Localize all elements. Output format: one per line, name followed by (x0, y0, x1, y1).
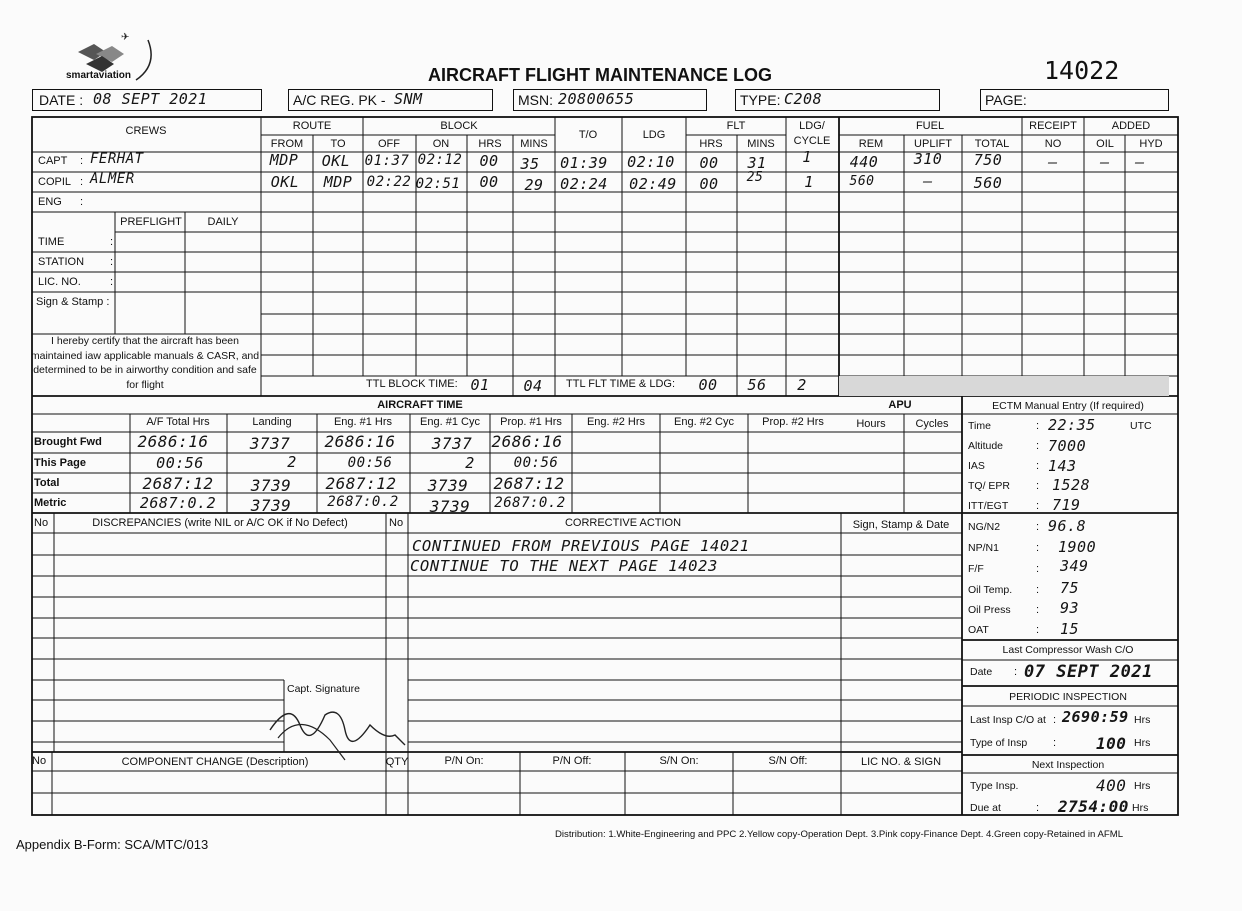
ectm-ias-label: IAS (968, 460, 985, 472)
apu-hours-header: Hours (856, 418, 886, 430)
total-label: Total (34, 477, 60, 489)
prop2-hrs-header: Prop. #2 Hrs (762, 416, 824, 428)
uplift-header: UPLIFT (914, 138, 952, 150)
daily-header: DAILY (207, 216, 239, 228)
station-label: STATION (38, 256, 85, 268)
periodic-inspection-title: PERIODIC INSPECTION (1009, 691, 1127, 703)
flight-1-flt-mins: 31 (747, 154, 767, 172)
flight-1-mins: 35 (520, 155, 540, 173)
ectm-tq-value: 1528 (1052, 476, 1091, 494)
pn-on-header: P/N On: (444, 755, 484, 767)
ectm-altitude-colon: : (1036, 440, 1040, 452)
last-insp-label: Last Insp C/O at (970, 714, 1046, 726)
ectm-time-value: 22:35 (1048, 416, 1096, 434)
certification-text: I hereby certify that the aircraft has been maintained iaw applicable manuals & CASR, and determined to be in airworthy condition and safe for flight (30, 335, 260, 391)
copil-label: COPIL (38, 176, 72, 188)
flight-1-cycle: 1 (802, 148, 812, 166)
ectm-altitude-label: Altitude (968, 440, 1004, 452)
ttl-block-mins: 04 (523, 377, 543, 395)
ectm-np-value: 1900 (1058, 538, 1097, 556)
metric-eng1-cyc: 3739 (429, 497, 471, 516)
metric-landing: 3739 (250, 496, 292, 515)
logo-text: smartaviation (66, 70, 132, 81)
fuel-header: FUEL (915, 120, 945, 132)
to-header: TO (330, 138, 346, 150)
type-of-insp-colon: : (1053, 737, 1057, 749)
mins-header: MINS (520, 138, 548, 150)
flight-1-to: OKL (321, 152, 351, 170)
flight-1-to-time: 01:39 (560, 154, 608, 172)
component-qty-header: QTY (385, 756, 409, 768)
ectm-ng-colon: : (1036, 521, 1040, 533)
metric-prop1: 2687:0.2 (494, 495, 566, 511)
eng2-hrs-header: Eng. #2 Hrs (586, 416, 646, 428)
flight-1-flt-hrs: 00 (699, 154, 719, 172)
discrepancy-header: DISCREPANCIES (write NIL or A/C OK if No Defect) (92, 517, 348, 529)
flight-2-to: MDP (323, 173, 353, 191)
eng-label: ENG (38, 196, 62, 208)
component-no-header: No (32, 755, 47, 767)
due-at-unit: Hrs (1132, 802, 1149, 814)
ectm-itt-value: 719 (1052, 496, 1081, 514)
pn-off-header: P/N Off: (552, 755, 592, 767)
corrective-no-header: No (389, 517, 404, 529)
crews-header: CREWS (125, 125, 167, 137)
flight-2-mins: 29 (524, 176, 544, 194)
type-of-insp-value: 100 (1096, 734, 1127, 753)
due-at-label: Due at (970, 802, 1001, 814)
total-af: 2687:12 (142, 474, 214, 493)
ectm-time-colon: : (1036, 420, 1040, 432)
af-total-hrs-header: A/F Total Hrs (146, 416, 210, 428)
oil-header: OIL (1096, 138, 1114, 150)
ttl-flt-hrs: 00 (698, 376, 718, 394)
corrective-action-line-2: CONTINUE TO THE NEXT PAGE 14023 (410, 557, 718, 575)
ttl-flt-mins: 56 (747, 376, 767, 394)
ectm-title: ECTM Manual Entry (If required) (992, 400, 1144, 412)
ectm-altitude-value: 7000 (1048, 437, 1087, 455)
ectm-itt-label: ITT/EGT (968, 500, 1009, 512)
eng-colon: : (80, 196, 84, 208)
compressor-wash-title: Last Compressor Wash C/O (1002, 644, 1134, 656)
ectm-ng-value: 96.8 (1048, 517, 1087, 535)
distribution-note: Distribution: 1.White-Engineering and PPC 2.Yellow copy-Operation Dept. 3.Pink copy-Finance Dept. 4.Green copy-Retained in AFML (555, 829, 1124, 840)
ectm-oil-temp-value: 75 (1060, 579, 1080, 597)
flight-2-rem: 560 (849, 174, 875, 189)
brought-fwd-af: 2686:16 (137, 432, 209, 451)
ectm-oat-value: 15 (1060, 620, 1080, 638)
aircraft-time-title: AIRCRAFT TIME (377, 399, 463, 411)
ectm-np-label: NP/N1 (968, 542, 999, 554)
brought-fwd-eng1-cyc: 3737 (431, 434, 473, 453)
page-field[interactable]: PAGE: (980, 89, 1169, 111)
capt-label: CAPT (38, 155, 68, 167)
prop1-hrs-header: Prop. #1 Hrs (500, 416, 562, 428)
flight-2-from: OKL (270, 173, 300, 191)
eng1-cyc-header: Eng. #1 Cyc (420, 416, 480, 428)
type-of-insp-unit: Hrs (1134, 737, 1151, 749)
sn-off-header: S/N Off: (768, 755, 808, 767)
next-inspection-title: Next Inspection (1031, 759, 1105, 771)
copil-colon: : (80, 176, 84, 188)
corrective-action-header: CORRECTIVE ACTION (564, 517, 682, 529)
to-time-header: T/O (578, 129, 598, 141)
flight-1-hrs: 00 (479, 152, 499, 170)
this-page-landing: 2 (287, 453, 297, 471)
added-header: ADDED (1111, 120, 1151, 132)
ectm-tq-colon: : (1036, 480, 1040, 492)
from-header: FROM (270, 138, 304, 150)
component-desc-header: COMPONENT CHANGE (Description) (121, 756, 309, 768)
ectm-oat-label: OAT (968, 624, 989, 636)
ectm-time-unit: UTC (1130, 420, 1152, 432)
corrective-action-line-1: CONTINUED FROM PREVIOUS PAGE 14021 (412, 537, 750, 555)
this-page-label: This Page (34, 457, 86, 469)
brought-fwd-landing: 3737 (249, 434, 291, 453)
sn-on-header: S/N On: (659, 755, 699, 767)
discrepancy-no-header: No (34, 517, 49, 529)
ectm-oil-press-label: Oil Press (968, 604, 1011, 616)
wash-date-label: Date (970, 666, 993, 678)
copil-name: ALMER (90, 171, 135, 187)
ttl-block-hrs: 01 (470, 376, 490, 394)
flight-1-on: 02:12 (417, 152, 463, 168)
flight-2-total: 560 (973, 174, 1003, 192)
lic-no-label: LIC. NO. (38, 276, 81, 288)
appendix-label: Appendix B-Form: SCA/MTC/013 (16, 837, 209, 852)
preflight-header: PREFLIGHT (120, 216, 182, 228)
capt-colon: : (80, 155, 84, 167)
flight-2-on: 02:51 (415, 176, 461, 192)
flight-1-rem: 440 (849, 153, 879, 171)
total-landing: 3739 (250, 476, 292, 495)
lic-no-colon: : (110, 276, 114, 288)
ectm-oat-colon: : (1036, 624, 1040, 636)
brought-fwd-eng1-hrs: 2686:16 (324, 432, 396, 451)
reg-field[interactable]: A/C REG. PK - SNM (288, 89, 493, 111)
ectm-ff-colon: : (1036, 563, 1040, 575)
landing-header: Landing (252, 416, 292, 428)
total-prop1: 2687:12 (493, 474, 565, 493)
ectm-ff-label: F/F (968, 563, 984, 575)
this-page-prop1: 00:56 (513, 455, 559, 471)
flt-mins-header: MINS (747, 138, 775, 150)
due-at-colon: : (1036, 802, 1040, 814)
ldg-header: LDG (642, 129, 666, 141)
flight-2-uplift: — (923, 172, 933, 190)
metric-label: Metric (34, 497, 67, 509)
flight-1-ldg: 02:10 (627, 153, 675, 171)
this-page-eng1-hrs: 00:56 (347, 455, 393, 471)
ldg-cycle-header: LDG/ CYCLE (793, 120, 831, 147)
ectm-ias-colon: : (1036, 460, 1040, 472)
next-type-insp-label: Type Insp. (970, 780, 1019, 792)
on-header: ON (432, 138, 450, 150)
rem-header: REM (858, 138, 884, 150)
flight-2-off: 02:22 (366, 174, 412, 190)
ectm-np-colon: : (1036, 542, 1040, 554)
metric-af: 2687:0.2 (139, 494, 217, 512)
ectm-oil-press-value: 93 (1060, 599, 1080, 617)
eng2-cyc-header: Eng. #2 Cyc (674, 416, 734, 428)
apu-cycles-header: Cycles (915, 418, 949, 430)
ectm-tq-label: TQ/ EPR (968, 480, 1011, 492)
ectm-oil-temp-colon: : (1036, 584, 1040, 596)
hyd-header: HYD (1139, 138, 1163, 150)
msn-field[interactable]: MSN: 20800655 (513, 89, 707, 111)
flight-1-off: 01:37 (364, 153, 410, 169)
flight-2-flt-mins: 25 (746, 170, 764, 185)
ectm-ff-value: 349 (1060, 557, 1089, 575)
brought-fwd-label: Brought Fwd (34, 436, 102, 448)
last-insp-unit: Hrs (1134, 714, 1151, 726)
wash-date-value: 07 SEPT 2021 (1024, 662, 1153, 682)
flt-hrs-header: HRS (699, 138, 723, 150)
eng1-hrs-header: Eng. #1 Hrs (333, 416, 393, 428)
flight-2-cycle: 1 (804, 173, 814, 191)
last-insp-value: 2690:59 (1062, 708, 1129, 726)
ectm-time-label: Time (968, 420, 991, 432)
type-field[interactable]: TYPE: C208 (735, 89, 940, 111)
metric-eng1-hrs: 2687:0.2 (327, 494, 399, 510)
flt-header: FLT (726, 120, 746, 132)
flight-1-uplift: 310 (913, 150, 943, 168)
brought-fwd-prop1: 2686:16 (491, 432, 563, 451)
total-eng1-cyc: 3739 (427, 476, 469, 495)
ectm-oil-press-colon: : (1036, 604, 1040, 616)
hrs-header: HRS (478, 138, 502, 150)
due-at-value: 2754:00 (1058, 797, 1129, 816)
capt-signature-label: Capt. Signature (287, 683, 360, 695)
total-eng1-hrs: 2687:12 (325, 474, 397, 493)
route-header: ROUTE (292, 120, 332, 132)
flight-2-flt-hrs: 00 (699, 175, 719, 193)
ttl-ldg: 2 (797, 376, 807, 394)
sign-stamp-date-header: Sign, Stamp & Date (852, 519, 950, 531)
lic-sign-header: LIC NO. & SIGN (860, 756, 942, 768)
flight-2-to-time: 02:24 (560, 175, 608, 193)
apu-title: APU (888, 399, 912, 411)
flight-1-from: MDP (269, 151, 299, 169)
this-page-af: 00:56 (156, 454, 204, 472)
receipt-no-header: NO (1044, 138, 1062, 150)
svg-text:✈: ✈ (121, 32, 130, 43)
ectm-ias-value: 143 (1048, 457, 1077, 475)
ectm-ng-label: NG/N2 (968, 521, 1001, 533)
flight-1-total: 750 (973, 151, 1003, 169)
form-number: 14022 (1044, 56, 1120, 85)
flight-1-oil: — (1100, 153, 1110, 171)
flight-1-receipt: — (1048, 153, 1058, 171)
receipt-header: RECEIPT (1029, 120, 1077, 132)
sign-stamp-label: Sign & Stamp : (36, 296, 110, 308)
ectm-oil-temp-label: Oil Temp. (968, 584, 1013, 596)
time-label: TIME (38, 236, 65, 248)
this-page-eng1-cyc: 2 (465, 454, 475, 472)
type-of-insp-label: Type of Insp (970, 737, 1028, 749)
date-field[interactable]: DATE : 08 SEPT 2021 (32, 89, 262, 111)
ttl-block-label: TTL BLOCK TIME: (366, 378, 458, 390)
block-header: BLOCK (440, 120, 478, 132)
station-colon: : (110, 256, 114, 268)
next-type-insp-value: 400 (1096, 776, 1127, 795)
last-insp-colon: : (1053, 714, 1057, 726)
time-colon: : (110, 236, 114, 248)
flight-1-hyd: — (1135, 153, 1145, 171)
capt-name: FERHAT (90, 151, 144, 167)
flight-2-hrs: 00 (479, 173, 499, 191)
wash-date-colon: : (1014, 666, 1018, 678)
total-header: TOTAL (974, 138, 1010, 150)
next-type-insp-unit: Hrs (1134, 780, 1151, 792)
ttl-flt-label: TTL FLT TIME & LDG: (566, 378, 676, 390)
flight-2-ldg: 02:49 (629, 175, 677, 193)
off-header: OFF (378, 138, 400, 150)
page-title: AIRCRAFT FLIGHT MAINTENANCE LOG (428, 65, 772, 85)
ectm-itt-colon: : (1036, 500, 1040, 512)
